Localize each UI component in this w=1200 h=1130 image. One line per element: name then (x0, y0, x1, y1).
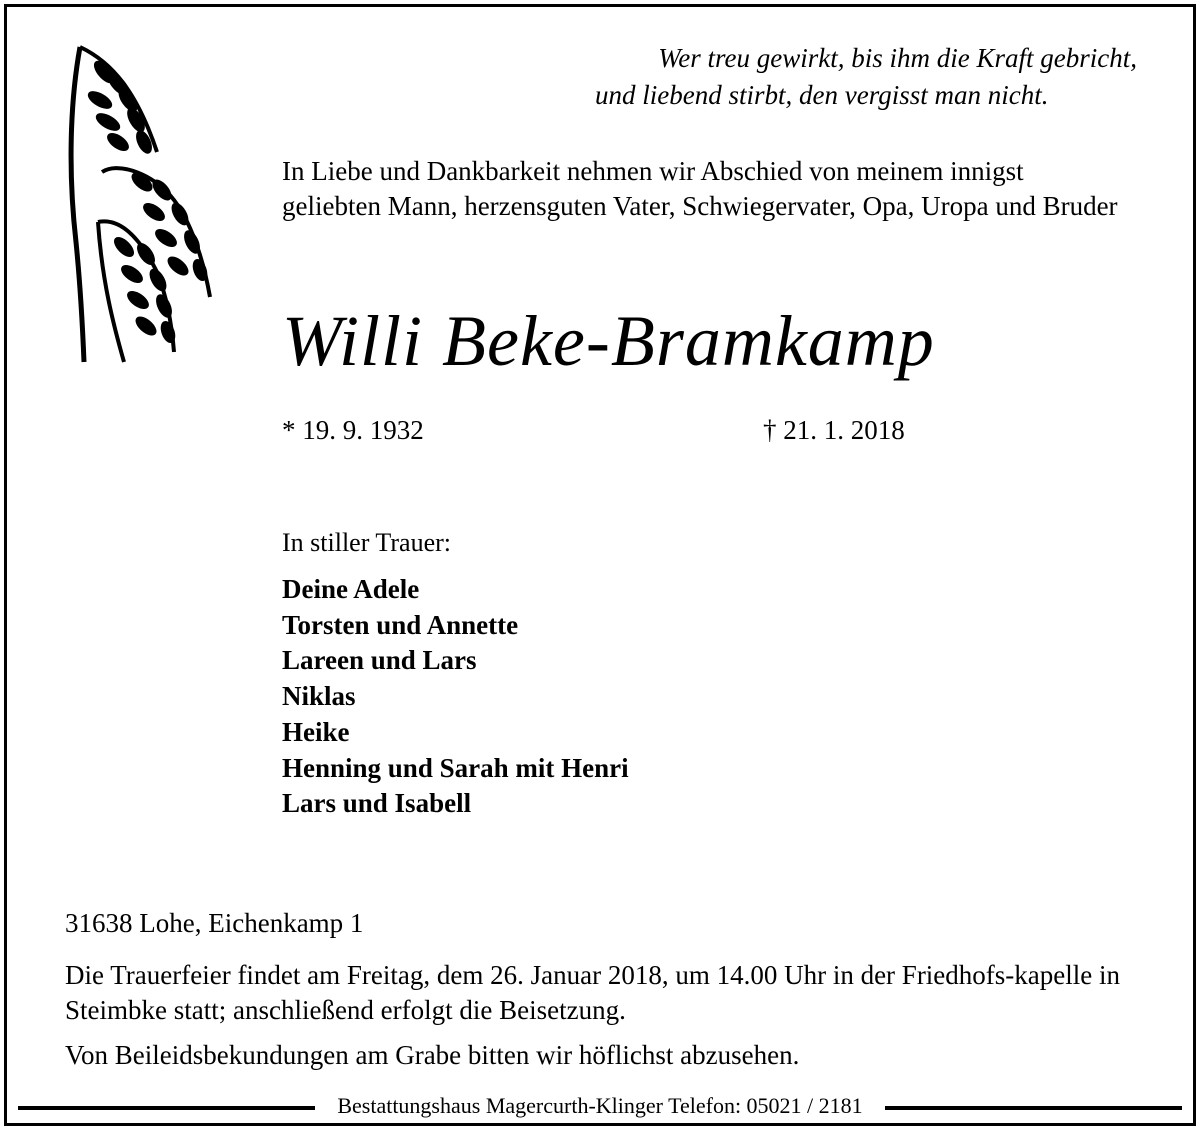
mourner-name: Lars und Isabell (282, 788, 472, 819)
deceased-name: Willi Beke-Bramkamp (282, 301, 935, 381)
mourner-name: Torsten und Annette (282, 609, 519, 640)
ceremony-info: Die Trauerfeier findet am Freitag, dem 26. Januar 2018, um 14.00 Uhr in der Friedhofs-kapelle in Steimbke statt; anschließend erfolgt die Beisetzung. (65, 960, 1120, 1025)
footer-text: Bestattungshaus Magercurth-Klinger Telefon: 05021 / 2181 (315, 1093, 884, 1118)
mourner-name: Henning und Sarah mit Henri (282, 752, 629, 783)
motto-verse (520, 40, 1140, 114)
motto-line-2: und liebend stirbt, den vergisst man nicht. (595, 80, 1049, 110)
funeral-home-footer (0, 1093, 1200, 1119)
mourner-name: Niklas (282, 681, 356, 712)
motto-line-1: Wer treu gewirkt, bis ihm die Kraft gebricht, (658, 43, 1137, 73)
condolence-notice: Von Beileidsbekundungen am Grabe bitten wir höflichst abzusehen. (65, 1040, 800, 1070)
mourner-name: Deine Adele (282, 574, 420, 604)
intro-text: In Liebe und Dankbarkeit nehmen wir Abschied von meinem innigst geliebten Mann, herzensguten Vater, Schwiegervater, Opa, Uropa und Bruder (282, 156, 1118, 221)
death-date: † 21. 1. 2018 (763, 415, 905, 445)
mourners-list (282, 572, 629, 822)
birth-date: * 19. 9. 1932 (282, 415, 424, 445)
address: 31638 Lohe, Eichenkamp 1 (65, 908, 364, 938)
mourner-name: Heike (282, 716, 350, 747)
mourner-name: Lareen und Lars (282, 645, 477, 676)
wheat-ears-icon (62, 42, 227, 372)
mourning-label: In stiller Trauer: (282, 528, 451, 557)
